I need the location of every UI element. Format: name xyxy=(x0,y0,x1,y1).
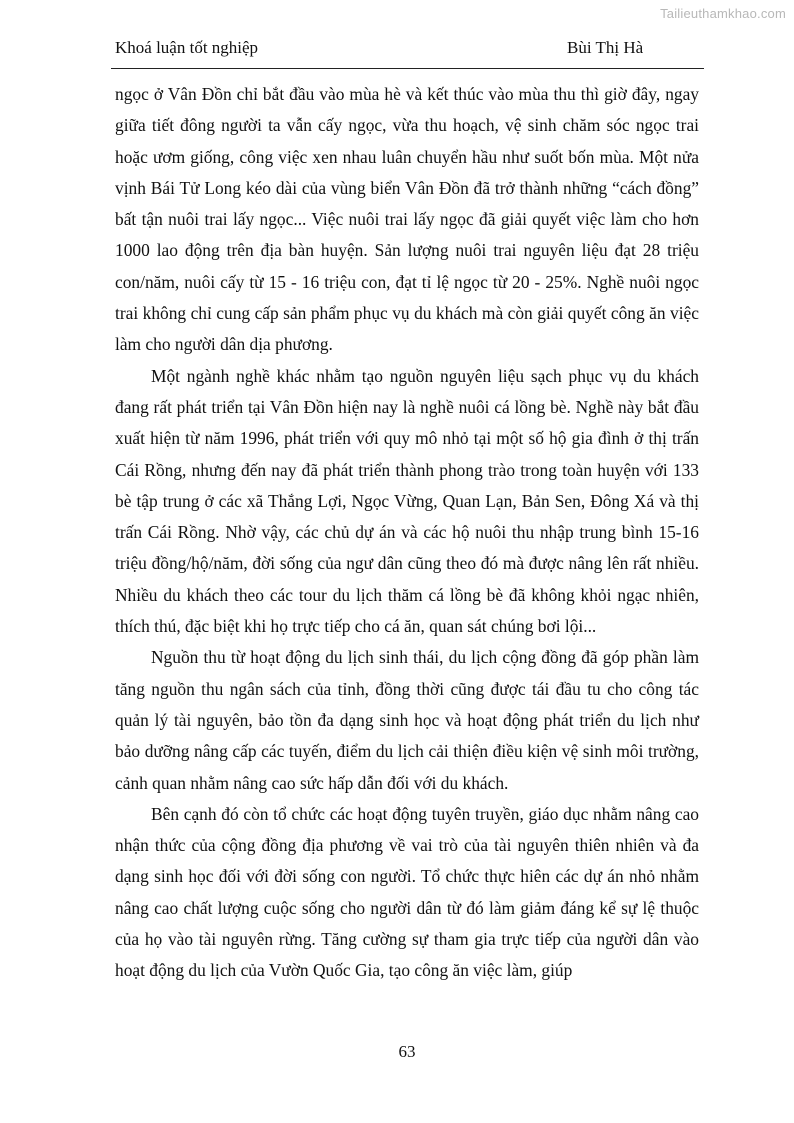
paragraph: ngọc ở Vân Đồn chỉ bắt đầu vào mùa hè và kết thúc vào mùa thu thì giờ đây, ngay giữa tiết đông người ta vẫn cấy ngọc, vừa thu hoạch, vệ sinh chăm sóc ngọc trai hoặc ươm giống, công việc xen nhau luân chuyển hầu như suốt bốn mùa. Một nửa vịnh Bái Tử Long kéo dài của vùng biển Vân Đồn đã trở thành những “cách đồng” bất tận nuôi trai lấy ngọc... Việc nuôi trai lấy ngọc đã giải quyết việc làm cho hơn 1000 lao động trên địa bàn huyện. Sản lượng nuôi trai nguyên liệu đạt 28 triệu con/năm, nuôi cấy từ 15 - 16 triệu con, đạt tỉ lệ ngọc từ 20 - 25%. Nghề nuôi ngọc trai không chỉ cung cấp sản phẩm phục vụ du khách mà còn giải quyết công ăn việc làm cho người dân dịa phương. xyxy=(115,84,699,355)
header-divider xyxy=(111,68,704,69)
page-header xyxy=(115,38,705,66)
watermark: Tailieuthamkhao.com xyxy=(660,6,786,21)
paragraph: Một ngành nghề khác nhằm tạo nguồn nguyên liệu sạch phục vụ du khách đang rất phát triển tại Vân Đồn hiện nay là nghề nuôi cá lồng bè. Nghề này bắt đầu xuất hiện từ năm 1996, phát triển với quy mô nhỏ tại một số hộ gia đình ở thị trấn Cái Rồng, nhưng đến nay đã phát triển thành phong trào trong toàn huyện với 133 bè tập trung ở các xã Thắng Lợi, Ngọc Vừng, Quan Lạn, Bản Sen, Đông Xá và thị trấn Cái Rồng. Nhờ vậy, các chủ dự án và các hộ nuôi thu nhập trung bình 15-16 triệu đồng/hộ/năm, đời sống của ngư dân cũng theo đó mà được nâng lên rất nhiều. Nhiều du khách theo các tour du lịch thăm cá lồng bè đã không khỏi ngạc nhiên, thích thú, đặc biệt khi họ trực tiếp cho cá ăn, quan sát chúng bơi lội... xyxy=(115,365,699,637)
paragraph: Nguồn thu từ hoạt động du lịch sinh thái, du lịch cộng đồng đã góp phần làm tăng nguồn thu ngân sách của tỉnh, đồng thời cũng được tái đầu tu cho công tác quản lý tài nguyên, bảo tồn đa dạng sinh học và hoạt động phát triển du lịch như bảo dưỡng nâng cấp các tuyến, điểm du lịch cải thiện điều kiện vệ sinh môi trường, cảnh quan nhằm nâng cao sức hấp dẫn đối với du khách. xyxy=(115,647,699,793)
header-title: Khoá luận tốt nghiệp xyxy=(115,38,259,57)
paragraph: Bên cạnh đó còn tổ chức các hoạt động tuyên truyền, giáo dục nhằm nâng cao nhận thức của cộng đồng địa phương về vai trò của tài nguyên thiên nhiên và đa dạng sinh học đối với đời sống con người. Tổ chức thực hiên các dự án nhỏ nhằm nâng cao chất lượng cuộc sống cho người dân từ đó làm giảm đáng kể sự lệ thuộc của họ vào tài nguyên rừng. Tăng cường sự tham gia trực tiếp của người dân vào hoạt động du lịch của Vườn Quốc Gia, tạo công ăn việc làm, giúp xyxy=(115,803,699,981)
body-text xyxy=(115,79,699,987)
page-number: 63 xyxy=(398,1042,416,1061)
header-author: Bùi Thị Hà xyxy=(567,38,644,57)
